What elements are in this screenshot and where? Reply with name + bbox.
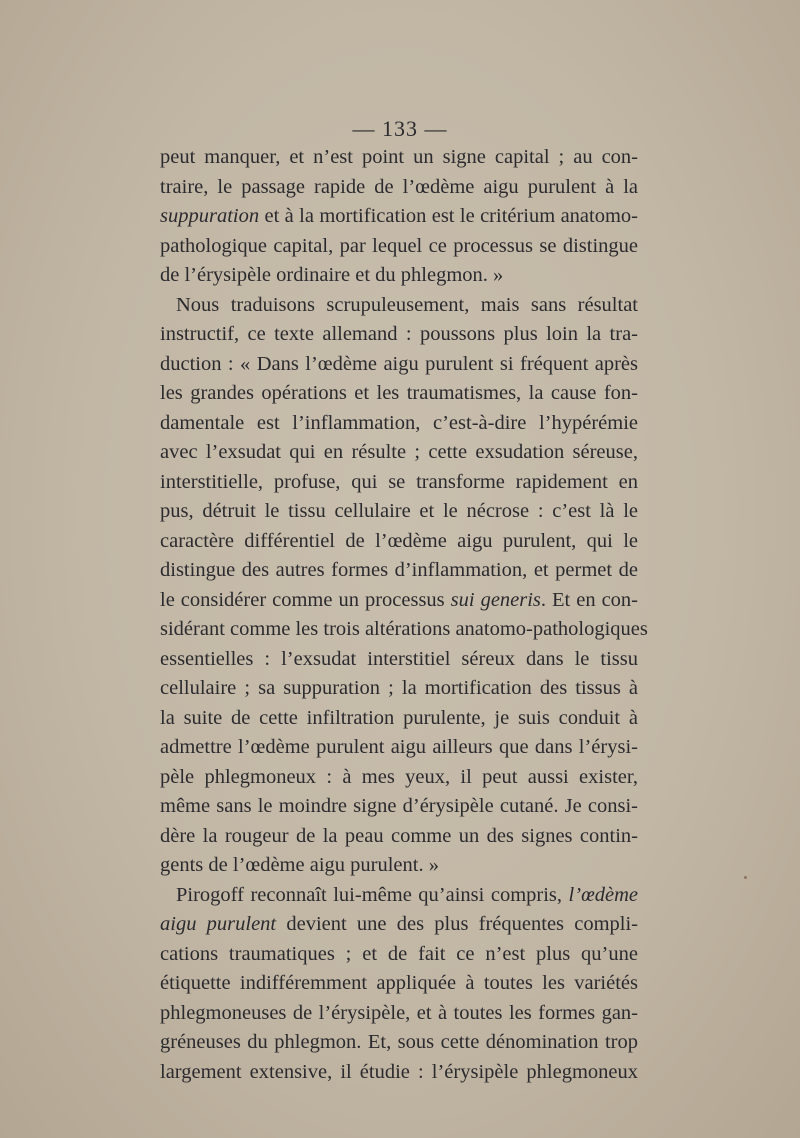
text-line: cellulaire ; sa suppuration ; la mortification des tissus à — [160, 677, 638, 699]
text-line: damentale est l’inflammation, c’est-à-dire l’hypérémie — [160, 411, 638, 434]
italic-text: sui generis — [450, 588, 541, 611]
text-line: peut manquer, et n’est point un signe capital ; au con- — [160, 146, 638, 168]
text-line: étiquette indifféremment appliquée à toutes les variétés — [160, 972, 638, 994]
text-line: largement extensive, il étudie : l’érysipèle phlegmoneux — [160, 1060, 638, 1083]
text-segment: devient une des plus fréquentes compli- — [276, 913, 638, 935]
text-line: les grandes opérations et les traumatismes, la cause fon- — [160, 382, 638, 404]
text-line — [160, 881, 638, 911]
text-line: duction : « Dans l’œdème aigu purulent si fréquent après — [160, 352, 638, 375]
text-line: caractère différentiel de l’œdème aigu purulent, qui le — [160, 529, 638, 552]
text-line: pathologique capital, par lequel ce processus se distingue — [160, 234, 638, 257]
text-line — [160, 586, 638, 616]
text-line: gents de l’œdème aigu purulent. » — [160, 854, 439, 876]
text-segment: et à la mortification est le critérium anatomo- — [259, 205, 638, 227]
text-line: gréneuses du phlegmon. Et, sous cette dénomination trop — [160, 1031, 638, 1053]
text-line: cations traumatiques ; et de fait ce n’est plus qu’une — [160, 942, 638, 965]
text-line: traire, le passage rapide de l’œdème aigu purulent à la — [160, 175, 638, 198]
text-line: phlegmoneuses de l’érysipèle, et à toutes les formes gan- — [160, 1001, 638, 1024]
italic-text: aigu purulent — [160, 913, 277, 935]
text-segment: Pirogoff reconnaît lui-même qu’ainsi compris, — [176, 883, 569, 906]
text-line: interstitielle, profuse, qui se transforme rapidement en — [160, 470, 638, 493]
italic-text: l’œdème — [568, 883, 638, 906]
paper-speck — [744, 876, 747, 879]
text-line: dère la rougeur de la peau comme un des signes contin- — [160, 824, 638, 847]
page-number: — 133 — — [352, 116, 448, 141]
text-line: Nous traduisons scrupuleusement, mais sans résultat — [176, 293, 638, 316]
text-line: sidérant comme les trois altérations anatomo-pathologiques — [160, 618, 648, 640]
text-line: distingue des autres formes d’inflammation, et permet de — [160, 559, 638, 581]
text-line: la suite de cette infiltration purulente, je suis conduit à — [160, 706, 638, 729]
text-line: pèle phlegmoneux : à mes yeux, il peut aussi exister, — [160, 765, 638, 788]
text-line — [160, 910, 638, 940]
text-segment: le considérer comme un processus — [160, 588, 451, 611]
text-line: instructif, ce texte allemand : poussons plus loin la tra- — [160, 323, 638, 345]
text-line — [160, 202, 638, 232]
text-line: pus, détruit le tissu cellulaire et le nécrose : c’est là le — [160, 500, 638, 522]
body-text — [160, 143, 648, 1087]
text-line: même sans le moindre signe d’érysipèle cutané. Je consi- — [160, 795, 638, 817]
text-line: de l’érysipèle ordinaire et du phlegmon. » — [160, 264, 504, 286]
text-segment: . Et en con- — [540, 588, 638, 611]
text-line: admettre l’œdème purulent aigu ailleurs que dans l’érysi- — [160, 736, 638, 758]
text-line: essentielles : l’exsudat interstitiel séreux dans le tissu — [160, 647, 638, 670]
text-line: avec l’exsudat qui en résulte ; cette exsudation séreuse, — [160, 441, 638, 463]
italic-text: suppuration — [160, 205, 260, 227]
